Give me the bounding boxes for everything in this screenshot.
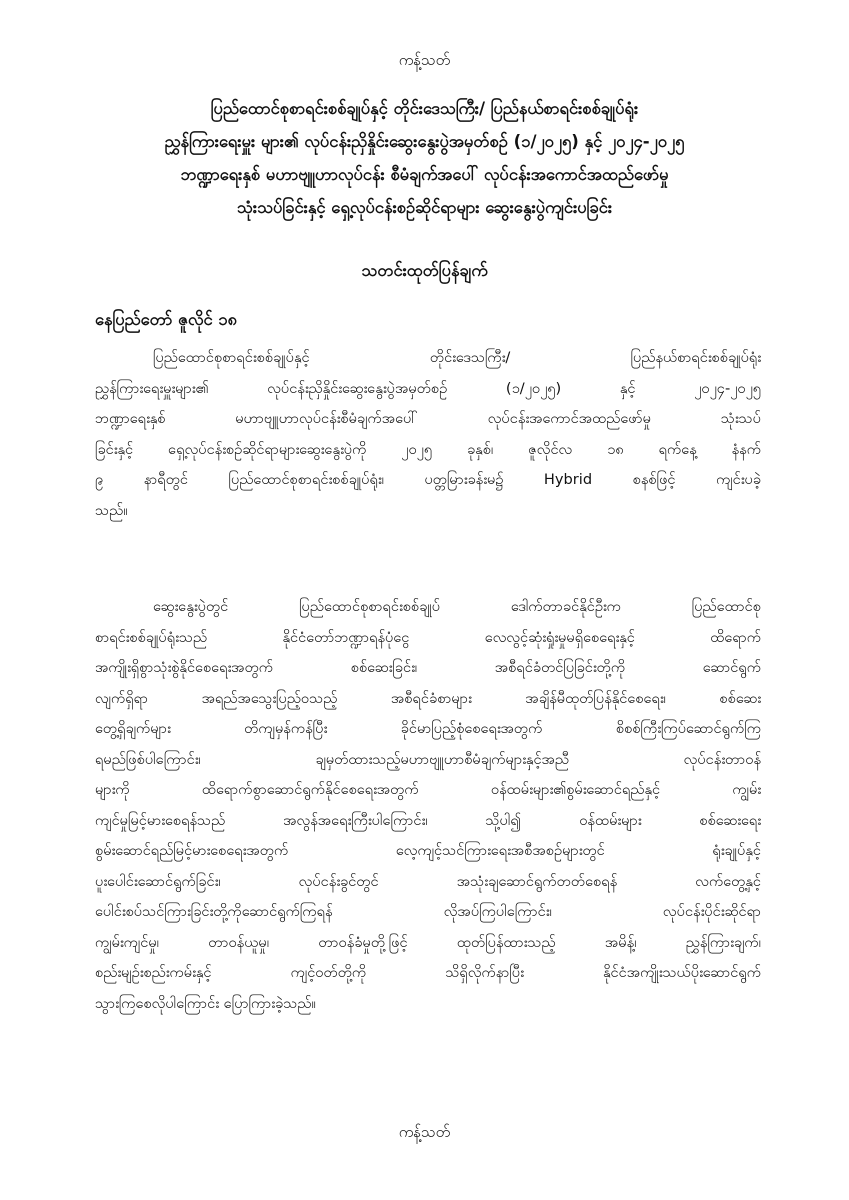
paragraph-1: [95, 343, 761, 526]
paragraph-line: တွေ့ရှိချက်များ တိကျမှန်ကန်ပြီး ခိုင်မာပြည့်စုံစေရေးအတွက် စိစစ်ကြီးကြပ်ဆောင်ရွက်ကြ: [95, 720, 761, 737]
paragraph-line: ခြင်းနှင့် ရှေ့လုပ်ငန်းစဉ်ဆိုင်ရာများဆွေးနွေးပွဲကို ၂၀၂၅ ခုနှစ်၊ ဇူလိုင်လ ၁၈ ရက်နေ့ နံနက်: [95, 440, 761, 458]
paragraph-line: ဆွေးနွေးပွဲတွင် ပြည်ထောင်စုစာရင်းစစ်ချုပ် ဒေါက်တာခင်နိုင်ဦးက ပြည်ထောင်စု: [153, 598, 761, 615]
press-release-subtitle: သတင်းထုတ်ပြန်ချက်: [361, 261, 488, 280]
paragraph-line: ကျွမ်းကျင်မှု၊ တာဝန်ယူမှု၊ တာဝန်ခံမှုတို့ဖြင့် ထုတ်ပြန်ထားသည့် အမိန့်၊ ညွှန်ကြားချက်၊: [95, 933, 761, 951]
paragraph-line: စည်းမျဉ်းစည်းကမ်းနှင့် ကျင့်ဝတ်တို့ကို သိရှိလိုက်နာပြီး နိုင်ငံအကျိုးသယ်ပိုးဆောင်ရွက်: [95, 964, 761, 981]
document-title: [95, 92, 754, 224]
paragraph-line: ပူးပေါင်းဆောင်ရွက်ခြင်း၊ လုပ်ငန်းခွင်တွင် အသုံးချဆောင်ရွက်တတ်စေရန် လက်တွေ့နှင့်: [95, 872, 761, 890]
title-line: သုံးသပ်ခြင်းနှင့် ရှေ့လုပ်ငန်းစဉ်ဆိုင်ရာများ ဆွေးနွေးပွဲကျင်းပခြင်း: [236, 198, 613, 217]
paragraph-line: စွမ်းဆောင်ရည်မြင့်မားစေရေးအတွက် လေ့ကျင့်သင်ကြားရေးအစီအစဉ်များတွင် ရုံးချုပ်နှင့်: [95, 842, 761, 859]
paragraph-line: များကို ထိရောက်စွာဆောင်ရွက်နိုင်စေရေးအတွက် ဝန်ထမ်းများ၏စွမ်းဆောင်ရည်နှင့် ကျွမ်း: [95, 781, 761, 798]
paragraph-line: သွားကြစေလိုပါကြောင်း ပြောကြားခဲ့သည်။: [95, 994, 316, 1012]
title-line: ပြည်ထောင်စုစာရင်းစစ်ချုပ်နှင့် တိုင်းဒေသကြီး/ ပြည်နယ်စာရင်းစစ်ချုပ်ရုံး: [210, 99, 639, 118]
title-line: ဘဏ္ဍာရေးနှစ် မဟာဗျူဟာလုပ်ငန်း စီမံချက်အပေါ် လုပ်ငန်းအကောင်အထည်ဖော်မှု: [180, 165, 669, 184]
paragraph-line: အကျိုးရှိစွာသုံးစွဲနိုင်စေရေးအတွက် စစ်ဆေးခြင်း၊ အစီရင်ခံတင်ပြခြင်းတို့ကို ဆောင်ရွက်: [95, 659, 761, 676]
paragraph-line: ပေါင်းစပ်သင်ကြားခြင်းတို့ကိုဆောင်ရွက်ကြရန် လိုအပ်ကြပါကြောင်း၊ လုပ်ငန်းပိုင်းဆိုင်ရာ: [95, 903, 761, 920]
paragraph-line: စာရင်းစစ်ချုပ်ရုံးသည် နိုင်ငံတော်ဘဏ္ဍာရန်ပုံငွေ လေလွင့်ဆုံးရှုံးမှုမရှိစေရေးနှင့် ထိရောက်: [95, 628, 761, 646]
classification-footer: ကန့်သတ်: [398, 1123, 451, 1141]
classification-header: ကန့်သတ်: [398, 51, 451, 69]
paragraph-line: ၉ နာရီတွင် ပြည်ထောင်စုစာရင်းစစ်ချုပ်ရုံး၊ ပတ္တမြားခန်းမ၌ Hybrid စနစ်ဖြင့် ကျင်းပခဲ့: [95, 471, 761, 488]
paragraph-line: ရမည်ဖြစ်ပါကြောင်း၊ ချမှတ်ထားသည့်မဟာဗျူဟာစီမံချက်များနှင့်အညီ လုပ်ငန်းတာဝန်: [95, 750, 761, 768]
dateline: နေပြည်တော် ဇူလိုင် ၁၈: [95, 310, 238, 329]
paragraph-line: ပြည်ထောင်စုစာရင်းစစ်ချုပ်နှင့် တိုင်းဒေသကြီး/ ပြည်နယ်စာရင်းစစ်ချုပ်ရုံး: [153, 349, 761, 366]
paragraph-line: လျက်ရှိရာ အရည်အသွေးပြည့်ဝသည့် အစီရင်ခံစာများ အချိန်မီထုတ်ပြန်နိုင်စေရေး၊ စစ်ဆေး: [95, 689, 761, 707]
title-line: ညွှန်ကြားရေးမှူး များ၏ လုပ်ငန်းညှိနှိုင်းဆွေးနွေးပွဲအမှတ်စဉ် (၁/၂၀၂၅) နှင့် ၂၀၂၄-၂၀၂၅: [164, 132, 685, 151]
paragraph-line: ဘဏ္ဍာရေးနှစ် မဟာဗျူဟာလုပ်ငန်းစီမံချက်အပေါ် လုပ်ငန်းအကောင်အထည်ဖော်မှု သုံးသပ်: [95, 410, 761, 427]
paragraph-line: ကျင်မှုမြင့်မားစေရန်သည် အလွန်အရေးကြီးပါကြောင်း၊ သို့ပါ၍ ဝန်ထမ်းများ စစ်ဆေးရေး: [95, 811, 761, 829]
paragraph-2: [95, 592, 761, 1019]
paragraph-line: သည်။: [95, 501, 128, 519]
paragraph-line: ညွှန်ကြားရေးမှူးများ၏ လုပ်ငန်းညှိနှိုင်းဆွေးနွေးပွဲအမှတ်စဉ် (၁/၂၀၂၅) နှင့် ၂၀၂၄-၂၀၂၅: [95, 379, 761, 397]
